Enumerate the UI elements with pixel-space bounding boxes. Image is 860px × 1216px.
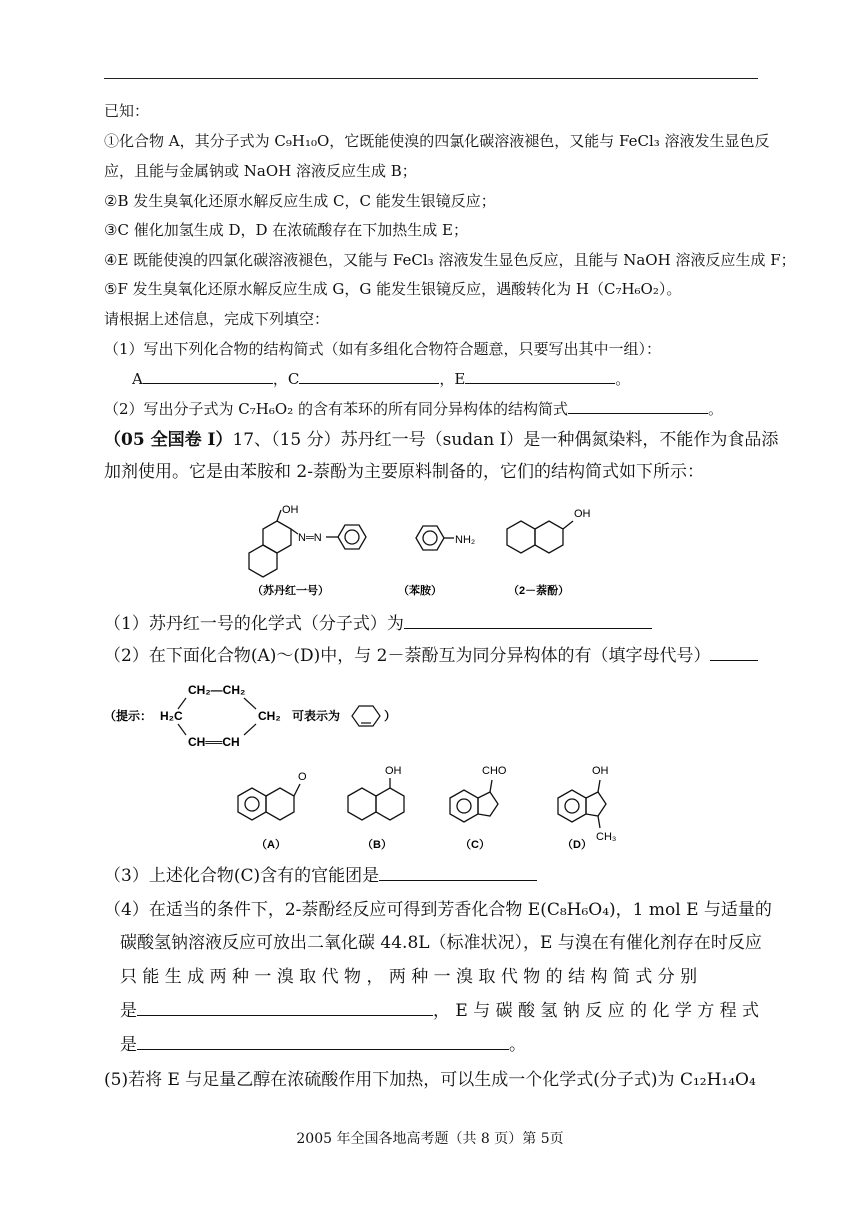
question-17-5: (5)若将 E 与足量乙醇在浓硫酸作用下加热，可以生成一个化学式(分子式)为 C₁₂H₁₄O₄	[104, 1070, 756, 1090]
text-condition-1: ①化合物 A，其分子式为 C₉H₁₀O，它既能使溴的四氯化碳溶液褪色，又能与 FeCl₃ 溶液发生显色反	[104, 132, 770, 150]
question-17-4-cont2: 只 能 生 成 两 种 一 溴 取 代 物 ， 两 种 一 溴 取 代 物 的 结 构 简 式 分 别	[120, 967, 698, 987]
compound-a-oxygen: O	[298, 771, 307, 783]
text-question-2	[104, 399, 764, 419]
text-condition-4: ④E 既能使溴的四氯化碳溶液褪色，又能与 FeCl₃ 溶液发生显色反应，且能与 NaOH 溶液反应生成 F；	[104, 251, 796, 269]
blank-isomer-letters[interactable]	[710, 646, 758, 661]
compound-a-label: （A）	[256, 839, 286, 851]
page-footer: 2005 年全国各地高考题（共 8 页）第 5页	[296, 1131, 564, 1147]
compound-c-label: （C）	[460, 839, 490, 851]
blank-isomers[interactable]	[568, 399, 708, 414]
aniline-label: （苯胺）	[398, 585, 442, 597]
question-17-1-text: （1）苏丹红一号的化学式（分子式）为	[104, 614, 404, 634]
text-condition-2: ②B 发生臭氧化还原水解反应生成 C，C 能发生银镜反应；	[104, 192, 496, 210]
naphthol-structure	[507, 521, 573, 553]
naphthol-oh: OH	[574, 508, 591, 520]
sudan-label: （苏丹红一号）	[252, 585, 329, 597]
compound-b-label: （B）	[362, 839, 392, 851]
hint-bonds	[178, 698, 256, 735]
text-condition-5: ⑤F 发生臭氧化还原水解反应生成 G，G 能发生银镜反应，遇酸转化为 H（C₇H₆O₂）。	[104, 280, 682, 298]
question-17-1	[104, 614, 764, 634]
header-rule	[104, 78, 758, 79]
question-17-4-cont1: 碳酸氢钠溶液反应可放出二氧化碳 44.8L（标准状况），E 与溴在有催化剂存在时反应	[120, 933, 762, 953]
blank-a[interactable]	[143, 369, 273, 384]
compound-c-cho: CHO	[482, 765, 507, 777]
hint-mid: 可表示为	[292, 709, 341, 723]
azo-group: N═N	[298, 532, 322, 544]
structures-figure	[240, 498, 620, 604]
compound-b-structure	[348, 778, 404, 820]
source-tag: （05 全国卷 I）	[104, 430, 233, 450]
blank-equation[interactable]	[137, 1035, 509, 1050]
blank-e[interactable]	[465, 369, 615, 384]
hint-h2c: H₂C	[160, 709, 183, 723]
question-17-3	[104, 866, 764, 886]
text-question-1: （1）写出下列化合物的结构简式（如有多组化合物符合题意，只要写出其中一组）：	[104, 340, 662, 358]
compound-d-label: （D）	[562, 839, 592, 851]
compound-a-structure	[238, 784, 300, 820]
answer-line-ace	[132, 369, 792, 389]
blank-bromo-products[interactable]	[137, 1001, 433, 1016]
compound-d-oh: OH	[592, 765, 609, 777]
problem-17-title	[104, 430, 779, 450]
aniline-structure	[416, 526, 454, 550]
question-17-4-equation-text: ， E 与 碳 酸 氢 钠 反 应 的 化 学 方 程 式	[433, 1001, 760, 1021]
blank-c[interactable]	[299, 369, 439, 384]
compound-d-ch3: CH₃	[596, 831, 617, 843]
question-17-4: （4）在适当的条件下，2-萘酚经反应可得到芳香化合物 E(C₈H₆O₄)，1 mol E 与适量的	[104, 900, 772, 920]
hint-ch-ch: CH══CH	[188, 735, 240, 749]
question-2-text: （2）写出分子式为 C₇H₆O₂ 的含有苯环的所有同分异构体的结构简式	[104, 400, 568, 418]
period: 。	[615, 370, 631, 388]
text-instruction: 请根据上述信息，完成下列填空：	[104, 310, 330, 328]
period: 。	[707, 400, 723, 418]
blank-functional-group[interactable]	[379, 866, 537, 881]
text-condition-3: ③C 催化加氢生成 D，D 在浓硫酸存在下加热生成 E；	[104, 221, 469, 239]
text-condition-1-cont: 应，且能与金属钠或 NaOH 溶液反应生成 B；	[104, 162, 417, 180]
label-c: ，C	[272, 370, 300, 388]
question-17-2-text: （2）在下面化合物(A)～(D)中，与 2－萘酚互为同分异构体的有（填字母代号）	[104, 646, 711, 666]
question-17-2	[104, 646, 764, 666]
label-e: ，E	[439, 370, 466, 388]
label-shi: 是	[120, 1001, 137, 1021]
hint-ch2-top: CH₂—CH₂	[188, 683, 246, 697]
label-shi: 是	[120, 1035, 137, 1055]
period: 。	[509, 1035, 526, 1055]
hint-diagram	[104, 680, 404, 750]
aniline-nh2: NH₂	[455, 534, 476, 546]
hint-suffix: ）	[384, 709, 397, 723]
compound-b-oh: OH	[385, 765, 402, 777]
compounds-figure	[228, 760, 628, 855]
naphthol-label: （2－萘酚）	[508, 585, 570, 597]
question-17-3-text: （3）上述化合物(C)含有的官能团是	[104, 866, 380, 886]
question-17-4-cont4	[120, 1035, 758, 1055]
compound-d-structure	[558, 780, 606, 828]
problem-17-text: 17、（15 分）苏丹红一号（sudan Ⅰ）是一种偶氮染料，不能作为食品添	[232, 430, 779, 450]
hint-prefix: （提示：	[104, 709, 153, 723]
problem-17-text-cont: 加剂使用。它是由苯胺和 2-萘酚为主要原料制备的，它们的结构简式如下所示：	[104, 462, 704, 482]
blank-formula[interactable]	[404, 614, 652, 629]
compound-c-structure	[450, 780, 498, 822]
question-17-4-cont3	[120, 1001, 758, 1021]
text-known: 已知：	[104, 102, 150, 120]
hint-ring-icon	[352, 706, 380, 726]
label-a: A	[132, 370, 143, 388]
sudan-oh: OH	[282, 504, 299, 516]
hint-ch2-right: CH₂	[258, 709, 281, 723]
